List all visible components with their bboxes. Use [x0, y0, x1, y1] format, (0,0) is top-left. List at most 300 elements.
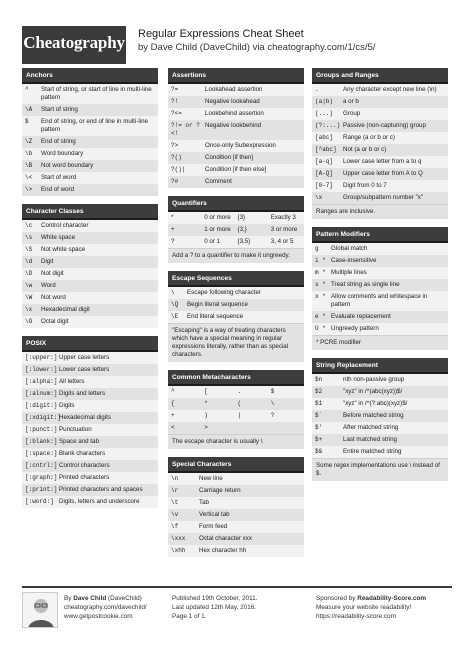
- description-cell: Octal digit: [41, 318, 69, 325]
- table-cell: {: [171, 400, 175, 407]
- syntax-cell: \O: [25, 318, 33, 325]
- assertions-section: [168, 68, 304, 188]
- syntax-cell: ?#: [171, 178, 179, 185]
- syntax-cell: [a-q]: [315, 158, 334, 165]
- syntax-cell: \D: [25, 270, 33, 277]
- syntax-cell: [:space:]: [25, 450, 58, 457]
- table-row: [312, 180, 448, 192]
- table-row: [168, 410, 304, 422]
- description-cell: End of string, or end of line in multi-line pattern: [41, 118, 148, 133]
- author-name[interactable]: Dave Child: [73, 595, 107, 602]
- table-row: [168, 398, 304, 410]
- description-cell: Global match: [331, 245, 368, 252]
- table-row: [312, 434, 448, 446]
- table-row: [22, 496, 158, 508]
- syntax-cell: \t: [171, 499, 179, 506]
- table-cell: +: [171, 226, 175, 233]
- syntax-cell: [:print:]: [25, 486, 58, 493]
- syntax-cell: e *: [315, 313, 326, 320]
- pattern-modifiers-rows: [312, 243, 448, 335]
- table-cell: 3 or more: [270, 226, 298, 233]
- table-row: [312, 311, 448, 323]
- table-cell: [238, 424, 271, 432]
- section-heading: Anchors: [22, 68, 158, 84]
- table-cell: ): [204, 412, 208, 419]
- syntax-cell: [abc]: [315, 134, 334, 141]
- table-row: [312, 192, 448, 204]
- column-3: [312, 68, 448, 489]
- section-heading: String Replacement: [312, 358, 448, 374]
- table-cell: (: [237, 400, 242, 407]
- table-cell: *: [204, 400, 208, 407]
- description-cell: Form feed: [199, 523, 228, 530]
- syntax-cell: $2: [315, 388, 323, 395]
- escape-sequences-rows: [168, 287, 304, 323]
- table-row: [168, 224, 304, 236]
- syntax-cell: ?!= or ?<!: [171, 122, 200, 137]
- description-cell: Comment: [205, 178, 232, 185]
- syntax-cell: \xhh: [171, 547, 186, 554]
- syntax-cell: (a|b): [315, 98, 334, 105]
- description-cell: "xyz" in /^(?:abc)(xyz)$/: [343, 400, 408, 407]
- syntax-cell: $n: [315, 376, 323, 383]
- syntax-cell: .: [315, 86, 319, 93]
- syntax-cell: ?>: [171, 142, 179, 149]
- section-heading: Quantifiers: [168, 196, 304, 212]
- syntax-cell: $&: [315, 448, 323, 455]
- syntax-cell: \b: [25, 150, 33, 157]
- table-row: [168, 176, 304, 188]
- description-cell: nth non-passive group: [343, 376, 405, 383]
- description-cell: Punctuation: [59, 426, 92, 433]
- page-number: Page 1 of 1.: [172, 613, 207, 620]
- section-note: "Escaping" is a way of treating characters which have a special meaning in regular expressions literally, rather than as special characters.: [168, 323, 304, 362]
- description-cell: Group/subpattern number "x": [343, 194, 424, 201]
- assertions-rows: [168, 84, 304, 188]
- description-cell: Start of string, or start of line in multi-line pattern: [41, 86, 152, 101]
- table-row: [168, 533, 304, 545]
- description-cell: Printed characters: [59, 474, 110, 481]
- sponsor-name[interactable]: Readability-Score.com: [357, 595, 427, 602]
- table-cell: 3, 4 or 5: [270, 238, 294, 245]
- description-cell: Evaluate replacement: [331, 313, 391, 320]
- description-cell: Digit: [41, 258, 54, 265]
- description-cell: Any character except new line (\n): [343, 86, 437, 93]
- table-cell: 0 or more: [204, 214, 231, 221]
- description-cell: Word boundary: [41, 150, 84, 157]
- sponsor-info: [316, 594, 426, 621]
- row-cells: [171, 226, 304, 234]
- description-cell: Blank characters: [59, 450, 106, 457]
- row-cells: [171, 400, 304, 408]
- table-row: [22, 256, 158, 268]
- table-row: [168, 140, 304, 152]
- syntax-cell: [:upper:]: [25, 354, 58, 361]
- publish-info: [172, 594, 258, 621]
- special-characters-rows: [168, 473, 304, 557]
- table-row: [22, 244, 158, 256]
- syntax-cell: $': [315, 424, 323, 431]
- table-row: [312, 108, 448, 120]
- syntax-cell: \x: [25, 306, 33, 313]
- updated-date: Last updated 12th May, 2016.: [172, 604, 257, 611]
- table-row: [168, 164, 304, 176]
- description-cell: Escape following character: [187, 289, 261, 296]
- description-cell: Lower case letter from a to q: [343, 158, 422, 165]
- table-row: [168, 485, 304, 497]
- table-cell: [: [204, 388, 208, 395]
- table-row: [168, 299, 304, 311]
- section-heading: Assertions: [168, 68, 304, 84]
- description-cell: Last matched string: [343, 436, 397, 443]
- table-row: [312, 386, 448, 398]
- page-footer: [22, 586, 452, 640]
- syntax-cell: ?<=: [171, 110, 182, 117]
- table-row: [22, 232, 158, 244]
- syntax-cell: \E: [171, 313, 179, 320]
- syntax-cell: $1: [315, 400, 323, 407]
- section-note: The escape character is usually \: [168, 434, 304, 449]
- table-row: [312, 398, 448, 410]
- description-cell: Start of word: [41, 174, 77, 181]
- description-cell: Tab: [199, 499, 209, 506]
- column-2: [168, 68, 304, 565]
- table-row: [168, 509, 304, 521]
- table-row: [22, 364, 158, 376]
- character-classes-rows: [22, 220, 158, 328]
- page-subtitle[interactable]: by Dave Child (DaveChild) via cheatography.com/1/cs/5/: [138, 42, 376, 53]
- table-row: [22, 484, 158, 496]
- table-cell: |: [237, 412, 242, 419]
- syntax-cell: \W: [25, 294, 33, 301]
- table-cell: {3}: [237, 214, 246, 221]
- syntax-cell: \xxx: [171, 535, 186, 542]
- syntax-cell: m *: [315, 269, 326, 276]
- syntax-cell: \d: [25, 258, 33, 265]
- string-replacement-rows: [312, 374, 448, 458]
- description-cell: Hexadecimal digit: [41, 306, 90, 313]
- page-title: Regular Expressions Cheat Sheet: [138, 28, 304, 40]
- description-cell: Negative lookahead: [205, 98, 260, 105]
- syntax-cell: [:word:]: [25, 498, 54, 505]
- description-cell: Ungreedy pattern: [331, 325, 379, 332]
- table-cell: ?: [171, 238, 175, 245]
- table-row: [312, 144, 448, 156]
- description-cell: Group: [343, 110, 361, 117]
- syntax-cell: ?(): [171, 154, 182, 161]
- table-row: [22, 116, 158, 136]
- syntax-cell: \v: [171, 511, 179, 518]
- syntax-cell: (...): [315, 110, 334, 117]
- section-heading: Escape Sequences: [168, 271, 304, 287]
- table-row: [168, 422, 304, 434]
- syntax-cell: \B: [25, 162, 33, 169]
- description-cell: Condition [if then else]: [205, 166, 267, 173]
- description-cell: Word: [41, 282, 56, 289]
- section-heading: Groups and Ranges: [312, 68, 448, 84]
- table-row: [22, 436, 158, 448]
- description-cell: Lookbehind assertion: [205, 110, 264, 117]
- description-cell: Digits: [59, 402, 75, 409]
- description-cell: Lower case letters: [59, 366, 110, 373]
- table-cell: [271, 424, 304, 432]
- syntax-cell: [:graph:]: [25, 474, 58, 481]
- description-cell: Not white space: [41, 246, 86, 253]
- table-row: [22, 316, 158, 328]
- special-characters-section: [168, 457, 304, 557]
- syntax-cell: \w: [25, 282, 33, 289]
- author-profile-link[interactable]: cheatography.com/davechild/: [64, 604, 147, 611]
- table-row: [168, 120, 304, 140]
- syntax-cell: \>: [25, 186, 33, 193]
- posix-section: [22, 336, 158, 508]
- table-cell: {3,}: [237, 226, 247, 233]
- syntax-cell: [:blank:]: [25, 438, 58, 445]
- table-row: [22, 136, 158, 148]
- author-prefix: By: [64, 595, 74, 602]
- logo-underline: [22, 60, 126, 64]
- character-classes-section: [22, 204, 158, 328]
- table-row: [168, 152, 304, 164]
- table-row: [168, 386, 304, 398]
- table-row: [22, 424, 158, 436]
- table-row: [168, 311, 304, 323]
- table-row: [312, 323, 448, 335]
- author-avatar: [22, 592, 58, 628]
- table-row: [312, 410, 448, 422]
- table-row: [312, 96, 448, 108]
- description-cell: White space: [41, 234, 76, 241]
- syntax-cell: \n: [171, 475, 179, 482]
- escape-sequences-section: [168, 271, 304, 362]
- description-cell: Before matched string: [343, 412, 404, 419]
- row-cells: [171, 238, 304, 246]
- anchors-rows: [22, 84, 158, 196]
- description-cell: Hexadecimal digits: [59, 414, 111, 421]
- table-row: [168, 473, 304, 485]
- syntax-cell: [0-7]: [315, 182, 334, 189]
- description-cell: Carriage return: [199, 487, 241, 494]
- table-cell: ^: [171, 388, 175, 395]
- syntax-cell: \r: [171, 487, 179, 494]
- description-cell: Digits, letters and underscore: [59, 498, 140, 505]
- syntax-cell: g: [315, 245, 319, 252]
- description-cell: New line: [199, 475, 223, 482]
- table-row: [168, 287, 304, 299]
- sponsor-tagline: Measure your website readability!: [316, 604, 412, 611]
- syntax-cell: [:xdigit:]: [25, 414, 62, 421]
- syntax-cell: [:cntrl:]: [25, 462, 58, 469]
- description-cell: Space and tab: [59, 438, 99, 445]
- sponsor-link[interactable]: https://readability-score.com: [316, 613, 396, 620]
- description-cell: Allow comments and whitespace in pattern: [331, 293, 428, 308]
- syntax-cell: \Z: [25, 138, 33, 145]
- description-cell: Upper case letters: [59, 354, 110, 361]
- description-cell: After matched string: [343, 424, 399, 431]
- table-row: [22, 104, 158, 116]
- table-row: [312, 168, 448, 180]
- table-cell: *: [171, 214, 174, 221]
- syntax-cell: s *: [315, 281, 326, 288]
- table-cell: $: [270, 388, 275, 395]
- quantifiers-rows: [168, 212, 304, 248]
- author-site-link[interactable]: www.getpostcookie.com: [64, 613, 133, 620]
- table-row: [168, 108, 304, 120]
- quantifiers-section: [168, 196, 304, 263]
- table-row: [22, 376, 158, 388]
- section-note: * PCRE modifier: [312, 335, 448, 350]
- section-heading: POSIX: [22, 336, 158, 352]
- table-row: [312, 291, 448, 311]
- row-cells: [171, 214, 304, 222]
- description-cell: Hex character hh: [199, 547, 247, 554]
- table-cell: ?: [270, 412, 275, 419]
- description-cell: Begin literal sequence: [187, 301, 248, 308]
- syntax-cell: \s: [25, 234, 33, 241]
- section-heading: Common Metacharacters: [168, 370, 304, 386]
- description-cell: Lookahead assertion: [205, 86, 263, 93]
- description-cell: All letters: [59, 378, 85, 385]
- table-row: [22, 352, 158, 364]
- groups-ranges-section: [312, 68, 448, 219]
- section-note: Ranges are inclusive.: [312, 204, 448, 219]
- string-replacement-section: [312, 358, 448, 481]
- syntax-cell: i *: [315, 257, 326, 264]
- sponsor-prefix: Sponsored by: [316, 595, 358, 602]
- metacharacters-rows: [168, 386, 304, 434]
- syntax-cell: \c: [25, 222, 33, 229]
- description-cell: Not (a or b or c): [343, 146, 387, 153]
- syntax-cell: [:alnum:]: [25, 390, 58, 397]
- syntax-cell: \A: [25, 106, 33, 113]
- table-row: [22, 172, 158, 184]
- section-note: Add a ? to a quantifier to make it ungreedy.: [168, 248, 304, 263]
- syntax-cell: ?()|: [171, 166, 186, 173]
- table-row: [22, 160, 158, 172]
- description-cell: Passive (non-capturing) group: [343, 122, 426, 129]
- table-row: [168, 96, 304, 108]
- syntax-cell: ?=: [171, 86, 179, 93]
- description-cell: Not word boundary: [41, 162, 94, 169]
- syntax-cell: [:digit:]: [25, 402, 58, 409]
- syntax-cell: [:lower:]: [25, 366, 58, 373]
- anchors-section: [22, 68, 158, 196]
- description-cell: Multiple lines: [331, 269, 367, 276]
- table-row: [22, 304, 158, 316]
- table-row: [312, 243, 448, 255]
- description-cell: Treat string as single line: [331, 281, 400, 288]
- description-cell: Printed characters and spaces: [59, 486, 143, 493]
- description-cell: Not word: [41, 294, 66, 301]
- groups-ranges-rows: [312, 84, 448, 204]
- table-row: [22, 184, 158, 196]
- syntax-cell: \S: [25, 246, 33, 253]
- description-cell: a or b: [343, 98, 359, 105]
- table-cell: +: [171, 412, 175, 419]
- pattern-modifiers-section: [312, 227, 448, 350]
- section-heading: Character Classes: [22, 204, 158, 220]
- table-row: [312, 279, 448, 291]
- syntax-cell: $+: [315, 436, 323, 443]
- table-cell: <: [171, 424, 175, 431]
- description-cell: "xyz" in /^(abc(xyz))$/: [343, 388, 403, 395]
- description-cell: End of word: [41, 186, 75, 193]
- description-cell: Digit from 0 to 7: [343, 182, 387, 189]
- syntax-cell: [:alpha:]: [25, 378, 58, 385]
- syntax-cell: $: [25, 118, 29, 125]
- metacharacters-section: [168, 370, 304, 449]
- row-cells: [171, 388, 304, 396]
- section-heading: Pattern Modifiers: [312, 227, 448, 243]
- author-info: [64, 594, 147, 621]
- syntax-cell: (?:...): [315, 122, 341, 129]
- table-row: [312, 422, 448, 434]
- table-row: [22, 292, 158, 304]
- section-note: Some regex implementations use \ instead of $.: [312, 458, 448, 481]
- table-row: [312, 156, 448, 168]
- table-row: [22, 388, 158, 400]
- posix-rows: [22, 352, 158, 508]
- table-row: [312, 267, 448, 279]
- page-header: [22, 26, 452, 66]
- syntax-cell: \x: [315, 194, 323, 201]
- published-date: Published 19th October, 2011.: [172, 595, 258, 602]
- table-row: [22, 460, 158, 472]
- table-row: [168, 236, 304, 248]
- table-row: [168, 545, 304, 557]
- table-row: [22, 412, 158, 424]
- syntax-cell: [:punct:]: [25, 426, 58, 433]
- syntax-cell: ^: [25, 86, 29, 93]
- table-row: [312, 255, 448, 267]
- description-cell: Not digit: [41, 270, 64, 277]
- syntax-cell: ?!: [171, 98, 179, 105]
- syntax-cell: U *: [315, 325, 326, 332]
- cheatography-logo[interactable]: Cheatography: [22, 26, 126, 60]
- table-row: [312, 84, 448, 96]
- description-cell: Range (a or b or c): [343, 134, 395, 141]
- syntax-cell: $`: [315, 412, 323, 419]
- description-cell: Entire matched string: [343, 448, 402, 455]
- table-cell: >: [204, 424, 208, 431]
- description-cell: Control characters: [59, 462, 110, 469]
- description-cell: Case-insensitive: [331, 257, 377, 264]
- description-cell: Vertical tab: [199, 511, 230, 518]
- syntax-cell: \f: [171, 523, 179, 530]
- table-row: [312, 120, 448, 132]
- syntax-cell: x *: [315, 293, 326, 300]
- description-cell: Control character: [41, 222, 89, 229]
- table-row: [22, 268, 158, 280]
- table-row: [22, 148, 158, 160]
- table-cell: {3,5}: [237, 238, 251, 245]
- table-row: [312, 374, 448, 386]
- table-row: [22, 400, 158, 412]
- syntax-cell: \: [171, 289, 175, 296]
- table-row: [22, 448, 158, 460]
- table-row: [312, 132, 448, 144]
- table-cell: Exactly 3: [270, 214, 296, 221]
- description-cell: Octal character xxx: [199, 535, 252, 542]
- description-cell: End of string: [41, 138, 76, 145]
- table-row: [22, 84, 158, 104]
- column-1: [22, 68, 158, 516]
- description-cell: Once-only Subexpression: [205, 142, 276, 149]
- table-row: [312, 446, 448, 458]
- table-cell: .: [237, 388, 242, 395]
- table-row: [168, 212, 304, 224]
- author-handle: (DaveChild): [106, 595, 142, 602]
